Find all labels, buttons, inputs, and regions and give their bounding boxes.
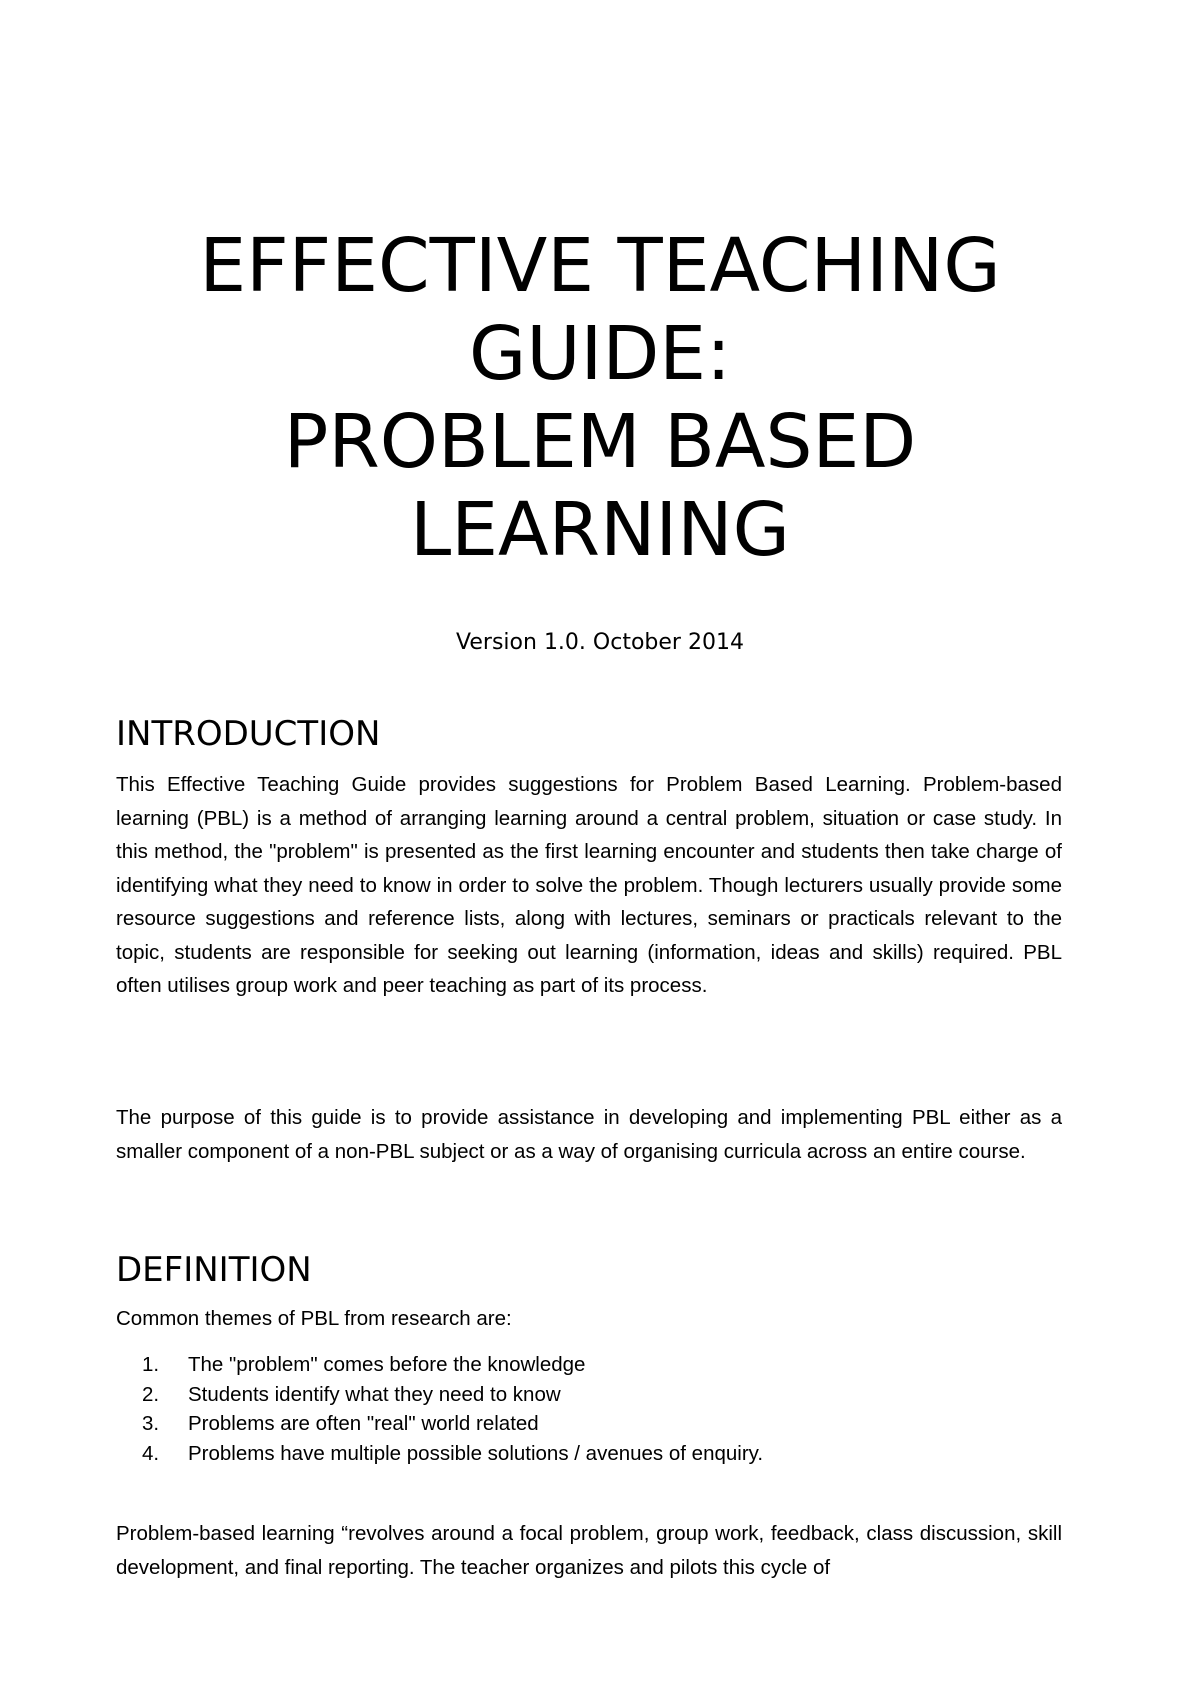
title-line-3: PROBLEM BASED: [283, 399, 917, 485]
list-item-number: 2.: [142, 1382, 160, 1406]
title-line-1: EFFECTIVE TEACHING: [199, 223, 1001, 309]
title-line-2: GUIDE:: [469, 311, 731, 397]
list-item: [116, 1439, 1062, 1469]
title-line-4: LEARNING: [410, 487, 790, 573]
list-item: [116, 1350, 1062, 1380]
definition-heading: DEFINITION: [116, 1250, 312, 1290]
introduction-paragraph-1: This Effective Teaching Guide provides suggestions for Problem Based Learning. Problem-based learning (PBL) is a method of arranging learning around a central problem, situation or case study. In this method, the "problem" is presented as the first learning encounter and students then take charge of identifying what they need to know in order to solve the problem. Though lecturers usually provide some resource suggestions and reference lists, along with lectures, seminars or practicals relevant to the topic, students are responsible for seeking out learning (information, ideas and skills) required. PBL often utilises group work and peer teaching as part of its process.: [116, 773, 1062, 997]
list-item-number: 4.: [142, 1441, 160, 1465]
list-item-text: The "problem" comes before the knowledge: [188, 1353, 586, 1376]
pbl-themes-list: [116, 1350, 1062, 1468]
document-title: [0, 222, 1200, 574]
introduction-paragraph-2: The purpose of this guide is to provide assistance in developing and implementing PBL either as a smaller component of a non-PBL subject or as a way of organising curricula across an entire course.: [116, 1106, 1062, 1163]
list-item-number: 3.: [142, 1412, 160, 1435]
definition-intro: Common themes of PBL from research are:: [116, 1307, 512, 1330]
list-item-number: 1.: [142, 1353, 160, 1376]
introduction-heading: INTRODUCTION: [116, 714, 381, 754]
definition-paragraph: Problem-based learning “revolves around a focal problem, group work, feedback, class discussion, skill development, and final reporting. The teacher organizes and pilots this cycle of: [116, 1522, 1062, 1579]
list-item-text: Problems are often "real" world related: [188, 1412, 539, 1435]
list-item: [116, 1380, 1062, 1410]
list-item-text: Students identify what they need to know: [188, 1382, 561, 1406]
version-label: Version 1.0. October 2014: [456, 630, 744, 655]
list-item-text: Problems have multiple possible solutions / avenues of enquiry.: [188, 1441, 764, 1465]
list-item: [116, 1409, 1062, 1439]
